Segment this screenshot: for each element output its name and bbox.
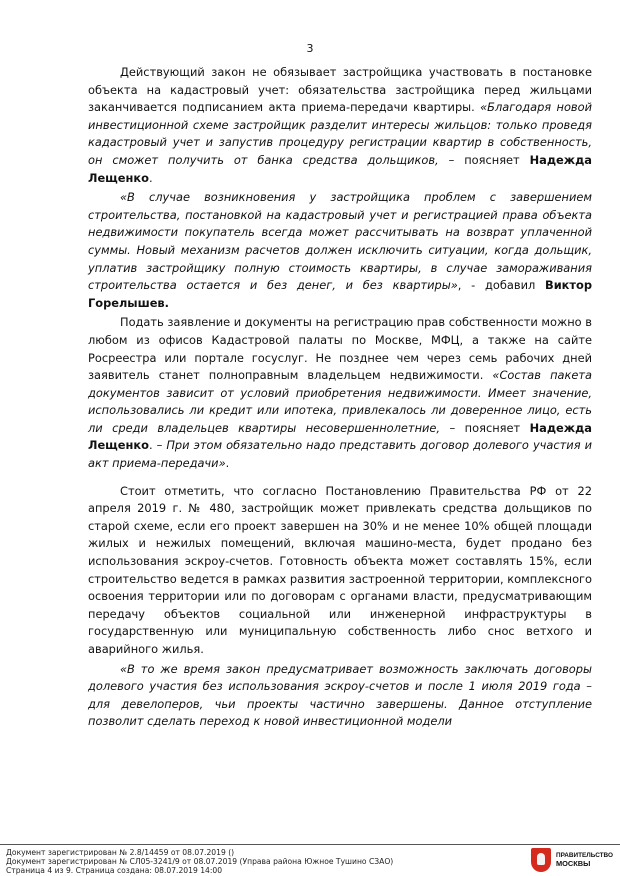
moscow-coat-of-arms-icon: [531, 848, 551, 872]
paragraph: [88, 661, 592, 731]
moscow-government-logo: [531, 848, 613, 872]
registration-line-1: Документ зарегистрирован № 2.8/14459 от 08.07.2019 (): [6, 848, 235, 857]
paragraph-text: Подать заявление и документы на регистрацию прав собственности можно в любом из офисов Кадастровой палаты по Москве, МФЦ, а также на сайте Росреестра или портале госуслуг. Не позднее чем через семь рабочих дней заявитель станет полноправным владельцем недвижимости.: [88, 315, 592, 383]
quote-text: «Состав пакета документов зависит от условий приобретения недвижимости. Имеет значение, использовались ли кредит или ипотека, привлекалось ли доверенное лицо, есть ли среди владельцев квартиры несовершеннолетние,: [88, 368, 592, 435]
paragraph-text: , - добавил: [457, 278, 546, 293]
quote-text: «Благодаря новой инвестиционной схеме застройщик разделит интересы жильцов: только проведя кадастровый учет и запустив процедуру регистрации квартир в собственность, он сможет получить от банка средства дольщиков,: [88, 100, 593, 167]
paragraph: [88, 483, 592, 659]
paragraph-text: .: [148, 170, 153, 185]
paragraph: [88, 189, 592, 312]
footer-divider: [0, 844, 620, 845]
quote-text: «В случае возникновения у застройщика проблем с завершением строительства, постановкой на кадастровый учет и регистрацией права объекта недвижимости покупатель всегда может рассчитывать на возврат уплаченной суммы. Новый механизм расчетов должен исключить ситуации, когда дольщик, уплатив застройщику полную стоимость квартиры, в случае замораживания строительства остается и без денег, и без квартиры»: [88, 190, 592, 293]
registration-footer: [6, 848, 393, 875]
document-body: [88, 64, 592, 733]
page-number: 3: [306, 42, 314, 55]
paragraph-text: Действующий закон не обязывает застройщика участвовать в постановке объекта на кадастровый учет: обязательства застройщика перед жильцами заканчивается подписанием акта приема-передачи квартиры.: [88, 65, 592, 115]
paragraph: [88, 314, 592, 472]
paragraph-text: .: [225, 456, 230, 471]
logo-text-line-1: ПРАВИТЕЛЬСТВО: [556, 852, 613, 859]
quoted-name: Надежда Лещенко: [88, 420, 592, 453]
quoted-name: Надежда Лещенко: [88, 152, 592, 185]
quote-text: «В то же время закон предусматривает возможность заключать договоры долевого участия без использования эскроу-счетов и после 1 июля 2019 года – для девелоперов, чьи проекты частично завершены. Данное отступление позволит сделать переход к новой инвестиционной модели: [88, 661, 592, 729]
paragraph-text: Стоит отметить, что согласно Постановлению Правительства РФ от 22 апреля 2019 г. № 480, застройщик может привлекать средства дольщиков по старой схеме, если его проект завершен на 30% и не менее 10% общей площади жилых и нежилых помещений, включая машино-места, будет продано без использования эскроу-счетов. Готовность объекта может составлять 15%, если строительство ведется в рамках развития застроенной территории, комплексного освоения территории или по договорам с органами власти, предусматривающим передачу объектов социальной или инженерной инфраструктуры в государственную или муниципальную собственность либо снос ветхого и аварийного жилья.: [88, 483, 592, 656]
quoted-name: Виктор Горелышев.: [88, 278, 592, 310]
paragraph-text: . –: [148, 438, 167, 453]
logo-text-line-2: МОСКВЫ: [556, 859, 591, 868]
registration-line-2: Документ зарегистрирован № СЛ05-3241/9 от 08.07.2019 (Управа района Южное Тушино СЗАО): [6, 857, 394, 866]
paragraph-text: – поясняет: [448, 152, 530, 167]
logo-text: [556, 852, 613, 868]
paragraph: [88, 64, 592, 187]
quote-text: При этом обязательно надо представить договор долевого участия и акт приема-передачи»: [88, 438, 592, 471]
page-info-line: Страница 4 из 9. Страница создана: 08.07.2019 14:00: [6, 866, 223, 875]
paragraph-text: – поясняет: [440, 420, 530, 435]
